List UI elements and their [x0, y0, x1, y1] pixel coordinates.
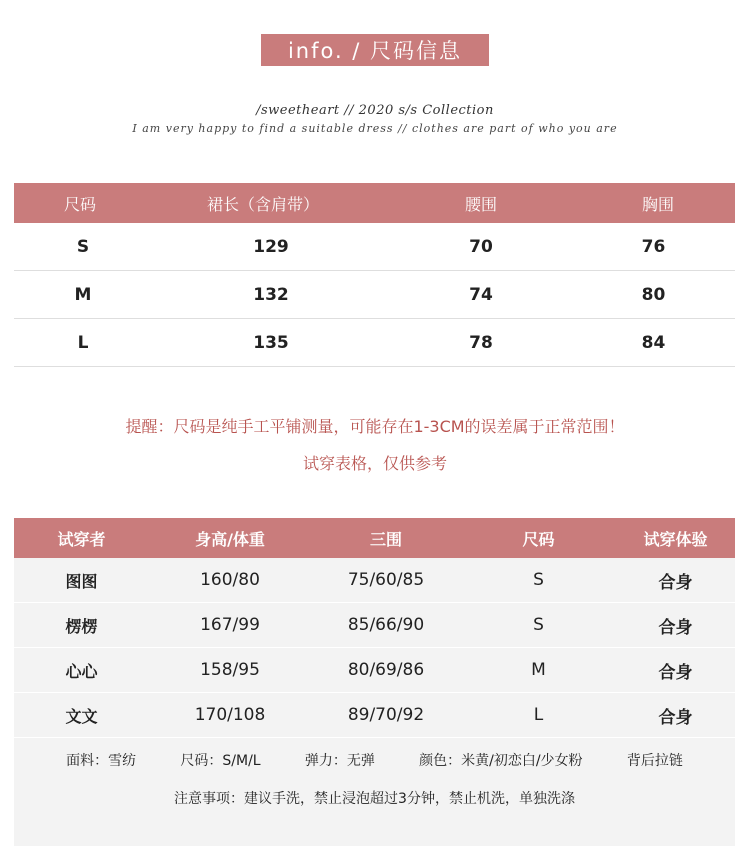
page-title: info. / 尺码信息	[261, 34, 489, 66]
cell-fit: 合身	[658, 572, 693, 593]
cell-size: M	[531, 660, 546, 680]
header-fit: 试穿体验	[643, 529, 708, 549]
header-size: 尺码	[64, 194, 97, 214]
table-row	[14, 319, 735, 367]
cell-height-weight: 170/108	[194, 705, 266, 725]
cell-height-weight: 158/95	[200, 660, 260, 680]
cell-bust: 80	[641, 284, 666, 305]
product-specs	[14, 750, 735, 770]
collection-slogan: /sweetheart // 2020 s/s Collection	[256, 103, 494, 118]
table-row	[14, 603, 735, 648]
cell-size: L	[77, 332, 89, 353]
size-table-header	[14, 183, 735, 223]
cell-length: 132	[253, 284, 289, 305]
cell-fit: 合身	[658, 707, 693, 728]
size-table	[14, 183, 735, 367]
cell-size: S	[533, 570, 544, 590]
cell-bust: 84	[641, 332, 666, 353]
spec-fabric: 面料：雪纺	[66, 753, 137, 769]
table-row	[14, 558, 735, 603]
cell-measurements: 89/70/92	[347, 705, 425, 725]
cell-height-weight: 167/99	[200, 615, 260, 635]
cell-length: 129	[253, 236, 289, 257]
cell-measurements: 80/69/86	[347, 660, 425, 680]
measurement-notice: 提醒：尺码是纯手工平铺测量，可能存在1-3CM的误差属于正常范围！	[125, 417, 625, 436]
try-on-table	[14, 518, 735, 846]
header-measurements: 三围	[369, 529, 402, 549]
spec-colors: 颜色：米黄/初恋白/少女粉	[419, 753, 583, 769]
cell-size: M	[74, 284, 92, 305]
header-height-weight: 身高/体重	[195, 529, 265, 549]
header-size: 尺码	[522, 529, 555, 549]
try-on-table-header	[14, 518, 735, 558]
cell-height-weight: 160/80	[200, 570, 260, 590]
table-row	[14, 223, 735, 271]
cell-tester: 心心	[65, 661, 98, 681]
cell-tester: 楞楞	[65, 616, 98, 636]
header-waist: 腰围	[464, 194, 497, 214]
tagline: I am very happy to find a suitable dress // clothes are part of who you are	[132, 122, 618, 135]
spec-zipper: 背后拉链	[626, 753, 683, 769]
cell-waist: 70	[469, 236, 493, 257]
header-bust: 胸围	[642, 194, 675, 214]
cell-tester: 图图	[65, 571, 98, 591]
cell-fit: 合身	[658, 617, 693, 638]
table-row	[14, 271, 735, 319]
cell-waist: 74	[469, 284, 493, 305]
reference-notice: 试穿表格，仅供参考	[302, 454, 447, 473]
header-tester: 试穿者	[57, 529, 106, 549]
cell-measurements: 85/66/90	[347, 615, 425, 635]
cell-tester: 文文	[65, 706, 98, 726]
table-row	[14, 648, 735, 693]
table-row	[14, 693, 735, 738]
cell-fit: 合身	[658, 662, 693, 683]
care-instructions: 注意事项：建议手洗，禁止浸泡超过3分钟，禁止机洗，单独洗涤	[174, 791, 575, 807]
spec-elasticity: 弹力：无弹	[304, 753, 375, 769]
cell-bust: 76	[641, 236, 666, 257]
cell-size: S	[533, 615, 544, 635]
cell-length: 135	[253, 332, 289, 353]
cell-waist: 78	[469, 332, 493, 353]
cell-size: L	[533, 705, 544, 725]
header-length: 裙长（含肩带）	[207, 194, 320, 214]
cell-size: S	[76, 236, 90, 257]
cell-measurements: 75/60/85	[347, 570, 425, 590]
spec-sizes: 尺码：S/M/L	[180, 753, 261, 769]
